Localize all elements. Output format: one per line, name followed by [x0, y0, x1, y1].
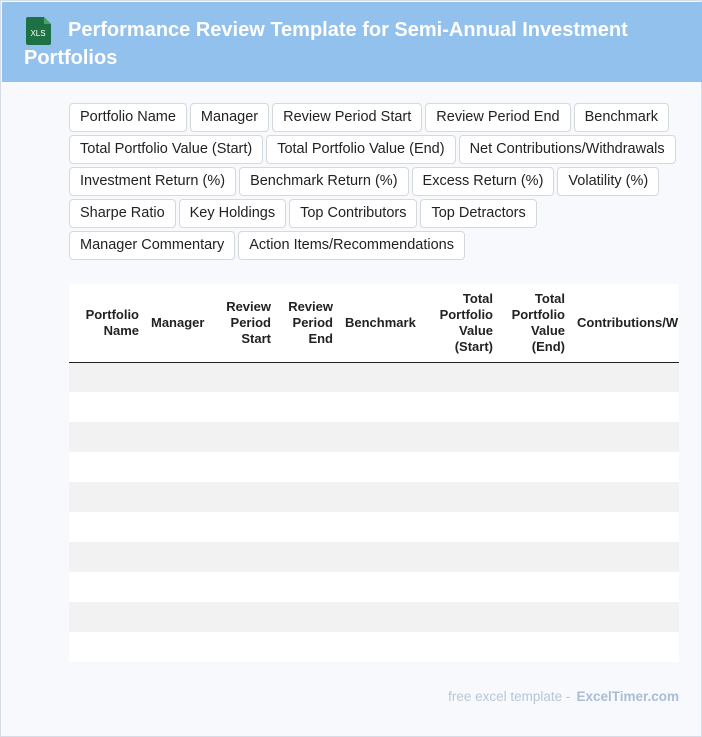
- footer: [448, 689, 679, 704]
- table-cell[interactable]: [69, 362, 145, 392]
- table-cell[interactable]: [215, 362, 277, 392]
- table-cell[interactable]: [145, 482, 215, 512]
- table-row: [69, 392, 679, 422]
- table-cell[interactable]: [571, 632, 679, 662]
- table-row: [69, 512, 679, 542]
- table-cell[interactable]: [277, 632, 339, 662]
- table-cell[interactable]: [277, 452, 339, 482]
- field-chip[interactable]: Benchmark Return (%): [239, 167, 408, 196]
- column-header: Contributions/W: [571, 284, 679, 362]
- field-chip[interactable]: Total Portfolio Value (End): [266, 135, 455, 164]
- field-chip[interactable]: Manager: [190, 103, 269, 132]
- table-cell[interactable]: [69, 572, 145, 602]
- table-cell[interactable]: [339, 572, 427, 602]
- footer-text: free excel template -: [448, 689, 571, 704]
- column-header: Manager: [145, 284, 215, 362]
- table-cell[interactable]: [277, 392, 339, 422]
- table-cell[interactable]: [339, 512, 427, 542]
- table-cell[interactable]: [215, 482, 277, 512]
- table-cell[interactable]: [215, 542, 277, 572]
- column-header: Total Portfolio Value (Start): [427, 284, 499, 362]
- table-row: [69, 452, 679, 482]
- field-chip[interactable]: Top Detractors: [420, 199, 536, 228]
- table-cell[interactable]: [215, 452, 277, 482]
- table-cell[interactable]: [215, 392, 277, 422]
- table-cell[interactable]: [69, 512, 145, 542]
- table-cell[interactable]: [145, 362, 215, 392]
- table-cell[interactable]: [499, 362, 571, 392]
- table-cell[interactable]: [499, 422, 571, 452]
- xls-icon-label: XLS: [30, 29, 46, 38]
- column-header: Review Period End: [277, 284, 339, 362]
- table-cell[interactable]: [215, 602, 277, 632]
- table-cell[interactable]: [69, 632, 145, 662]
- table-cell[interactable]: [571, 542, 679, 572]
- table-cell[interactable]: [69, 422, 145, 452]
- table-cell[interactable]: [339, 392, 427, 422]
- table-cell[interactable]: [499, 632, 571, 662]
- table-cell[interactable]: [571, 362, 679, 392]
- page-title: Performance Review Template for Semi-Annual Investment Portfolios: [24, 19, 628, 69]
- table-cell[interactable]: [339, 422, 427, 452]
- field-chip[interactable]: Total Portfolio Value (Start): [69, 135, 263, 164]
- table-cell[interactable]: [571, 512, 679, 542]
- table-cell[interactable]: [571, 482, 679, 512]
- table-cell[interactable]: [339, 602, 427, 632]
- table-cell[interactable]: [339, 542, 427, 572]
- column-header: Portfolio Name: [69, 284, 145, 362]
- table-cell[interactable]: [215, 572, 277, 602]
- table-cell[interactable]: [277, 422, 339, 452]
- table-cell[interactable]: [339, 362, 427, 392]
- field-chip[interactable]: Benchmark: [574, 103, 669, 132]
- field-chip[interactable]: Top Contributors: [289, 199, 417, 228]
- table-cell[interactable]: [145, 602, 215, 632]
- table-row: [69, 632, 679, 662]
- table-cell[interactable]: [427, 422, 499, 452]
- table-cell[interactable]: [145, 542, 215, 572]
- table-cell[interactable]: [499, 452, 571, 482]
- table-cell[interactable]: [499, 392, 571, 422]
- table-cell[interactable]: [145, 422, 215, 452]
- table-cell[interactable]: [69, 482, 145, 512]
- review-table: [69, 284, 679, 662]
- field-chip[interactable]: Excess Return (%): [412, 167, 555, 196]
- page-header: [2, 2, 702, 82]
- table-cell[interactable]: [145, 512, 215, 542]
- table-cell[interactable]: [145, 392, 215, 422]
- table-cell[interactable]: [427, 512, 499, 542]
- table-cell[interactable]: [277, 572, 339, 602]
- table-cell[interactable]: [499, 572, 571, 602]
- table-row: [69, 362, 679, 392]
- field-chip[interactable]: Manager Commentary: [69, 231, 235, 260]
- table-cell[interactable]: [277, 602, 339, 632]
- table-cell[interactable]: [277, 362, 339, 392]
- table-cell[interactable]: [427, 632, 499, 662]
- footer-brand-link[interactable]: ExcelTimer.com: [576, 689, 679, 704]
- table-cell[interactable]: [277, 512, 339, 542]
- table-cell[interactable]: [571, 572, 679, 602]
- table-cell[interactable]: [427, 452, 499, 482]
- field-chip[interactable]: Action Items/Recommendations: [238, 231, 465, 260]
- table-cell[interactable]: [571, 422, 679, 452]
- table-row: [69, 482, 679, 512]
- table-cell[interactable]: [69, 392, 145, 422]
- table-cell[interactable]: [339, 482, 427, 512]
- table-row: [69, 542, 679, 572]
- table-cell[interactable]: [145, 632, 215, 662]
- table-cell[interactable]: [69, 542, 145, 572]
- table-cell[interactable]: [427, 602, 499, 632]
- table-cell[interactable]: [277, 482, 339, 512]
- table-cell[interactable]: [499, 482, 571, 512]
- table-cell[interactable]: [215, 512, 277, 542]
- table-header-row: [69, 284, 679, 362]
- column-header: Total Portfolio Value (End): [499, 284, 571, 362]
- field-chip[interactable]: Investment Return (%): [69, 167, 236, 196]
- table-cell[interactable]: [499, 512, 571, 542]
- field-chip[interactable]: Review Period Start: [272, 103, 422, 132]
- table-cell[interactable]: [69, 602, 145, 632]
- table-cell[interactable]: [215, 632, 277, 662]
- table-cell[interactable]: [571, 452, 679, 482]
- field-chip[interactable]: Key Holdings: [179, 199, 286, 228]
- field-chip[interactable]: Net Contributions/Withdrawals: [459, 135, 676, 164]
- field-chip[interactable]: Portfolio Name: [69, 103, 187, 132]
- column-header: Benchmark: [339, 284, 427, 362]
- table-row: [69, 602, 679, 632]
- table-cell[interactable]: [339, 632, 427, 662]
- column-header: Review Period Start: [215, 284, 277, 362]
- table-cell[interactable]: [145, 572, 215, 602]
- table-row: [69, 572, 679, 602]
- table-cell[interactable]: [427, 572, 499, 602]
- table-row: [69, 422, 679, 452]
- table-cell[interactable]: [69, 452, 145, 482]
- field-chip[interactable]: Review Period End: [425, 103, 570, 132]
- table-cell[interactable]: [499, 602, 571, 632]
- table-cell[interactable]: [427, 482, 499, 512]
- field-chip-list: [69, 103, 685, 260]
- table-body: [69, 362, 679, 662]
- table-cell[interactable]: [145, 452, 215, 482]
- table-cell[interactable]: [339, 452, 427, 482]
- field-chip[interactable]: Volatility (%): [557, 167, 659, 196]
- table-cell[interactable]: [277, 542, 339, 572]
- table-cell[interactable]: [499, 542, 571, 572]
- table-cell[interactable]: [215, 422, 277, 452]
- table-cell[interactable]: [427, 362, 499, 392]
- table-cell[interactable]: [427, 542, 499, 572]
- table-cell[interactable]: [427, 392, 499, 422]
- table-cell[interactable]: [571, 392, 679, 422]
- field-chip[interactable]: Sharpe Ratio: [69, 199, 176, 228]
- table-cell[interactable]: [571, 602, 679, 632]
